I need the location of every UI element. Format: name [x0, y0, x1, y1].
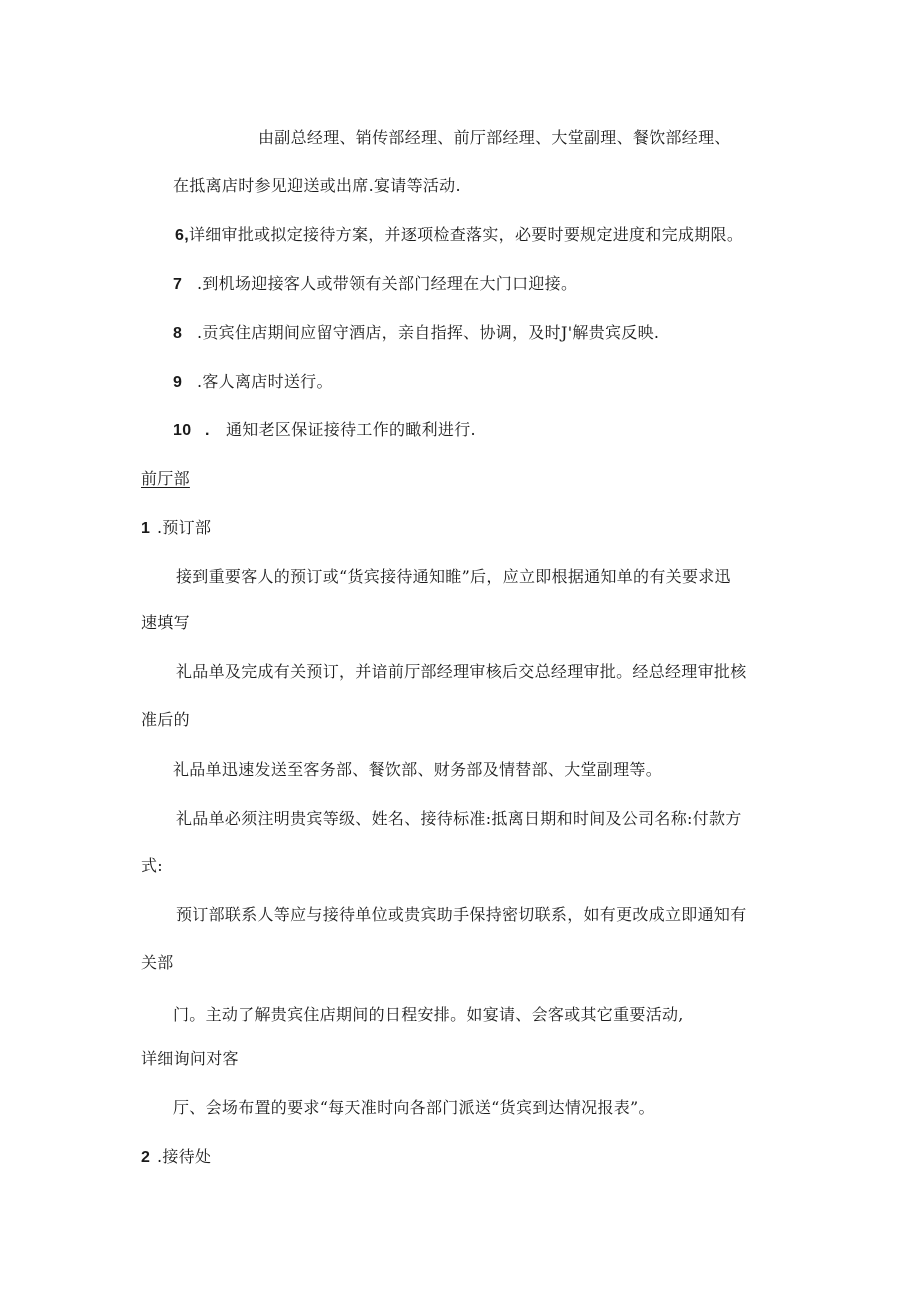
- paragraph-7: 厅、会场布置的要求“每天准时向各部门派送“货宾到达情况报表”。: [173, 1098, 655, 1117]
- subsection-1-title: [141, 518, 211, 539]
- paragraph-2-line-2: 准后的: [141, 710, 190, 729]
- paragraph-2-line-1: 礼品单及完成有关预订，并谙前厅部经理审核后交总经理审批。经总经理审批核: [176, 662, 747, 681]
- paragraph-1-line-1: 接到重要客人的预订或“货宾接待通知睢”后，应立即根据通知单的有关要求迅: [176, 567, 731, 586]
- paragraph-6-line-2: 详细询问对客: [141, 1049, 239, 1068]
- list-item-10: [173, 420, 476, 441]
- list-number: 6,: [175, 227, 189, 244]
- list-text: 详细审批或拟定接待方案，并逐项检查落实，必要时要规定进度和完成期限。: [188, 225, 744, 244]
- list-text: .到机场迎接客人或带领有关部门经理在大门口迎接。: [197, 274, 578, 293]
- list-text: .客人离店时送行。: [197, 372, 333, 391]
- paragraph-5-line-2: 关部: [141, 953, 174, 972]
- list-number: 10: [173, 422, 192, 439]
- list-text: .接待处: [157, 1147, 212, 1166]
- list-number: 9: [173, 374, 183, 391]
- paragraph-4-line-2: 式:: [141, 856, 163, 875]
- list-text: .预订部: [157, 518, 212, 537]
- paragraph-3: 礼品单迅速发送至客务部、餐饮部、财务部及情替部、大堂副理等。: [173, 760, 663, 779]
- paragraph-1-line-2: 速填写: [141, 613, 190, 632]
- paragraph-5-line-1: 预订部联系人等应与接待单位或贵宾助手保持密切联系，如有更改成立即通知有: [176, 905, 747, 924]
- list-number: 1: [141, 520, 151, 537]
- section-heading: 前厅部: [141, 469, 190, 488]
- list-number: 7: [173, 276, 183, 293]
- list-item-7: [173, 274, 577, 295]
- list-text: .贡宾住店期间应留守酒店，亲自指挥、协调，及时J'解贵宾反映.: [197, 323, 660, 342]
- list-item-8: [173, 323, 659, 344]
- list-number: 8: [173, 325, 183, 342]
- list-item-9: [173, 372, 333, 393]
- list-item-6: [175, 225, 743, 246]
- subsection-2-title: [141, 1147, 211, 1168]
- list-text: 通知老区保证接待工作的瞰利进行.: [226, 420, 476, 439]
- paragraph-4-line-1: 礼品单必须注明贵宾等级、姓名、接待标准:抵离日期和时间及公司名称:付款方: [176, 809, 742, 828]
- list-separator: .: [205, 422, 210, 439]
- paragraph-6-line-1: 门。主动了解贵宾住店期间的日程安排。如宴请、会客或其它重要活动,: [173, 1005, 684, 1024]
- text-line-1: 由副总经理、销传部经理、前厅部经理、大堂副理、餐饮部经理、: [258, 128, 731, 147]
- list-number: 2: [141, 1149, 151, 1166]
- text-line-2: 在抵离店时参见迎送或出席.宴请等活动.: [173, 176, 461, 195]
